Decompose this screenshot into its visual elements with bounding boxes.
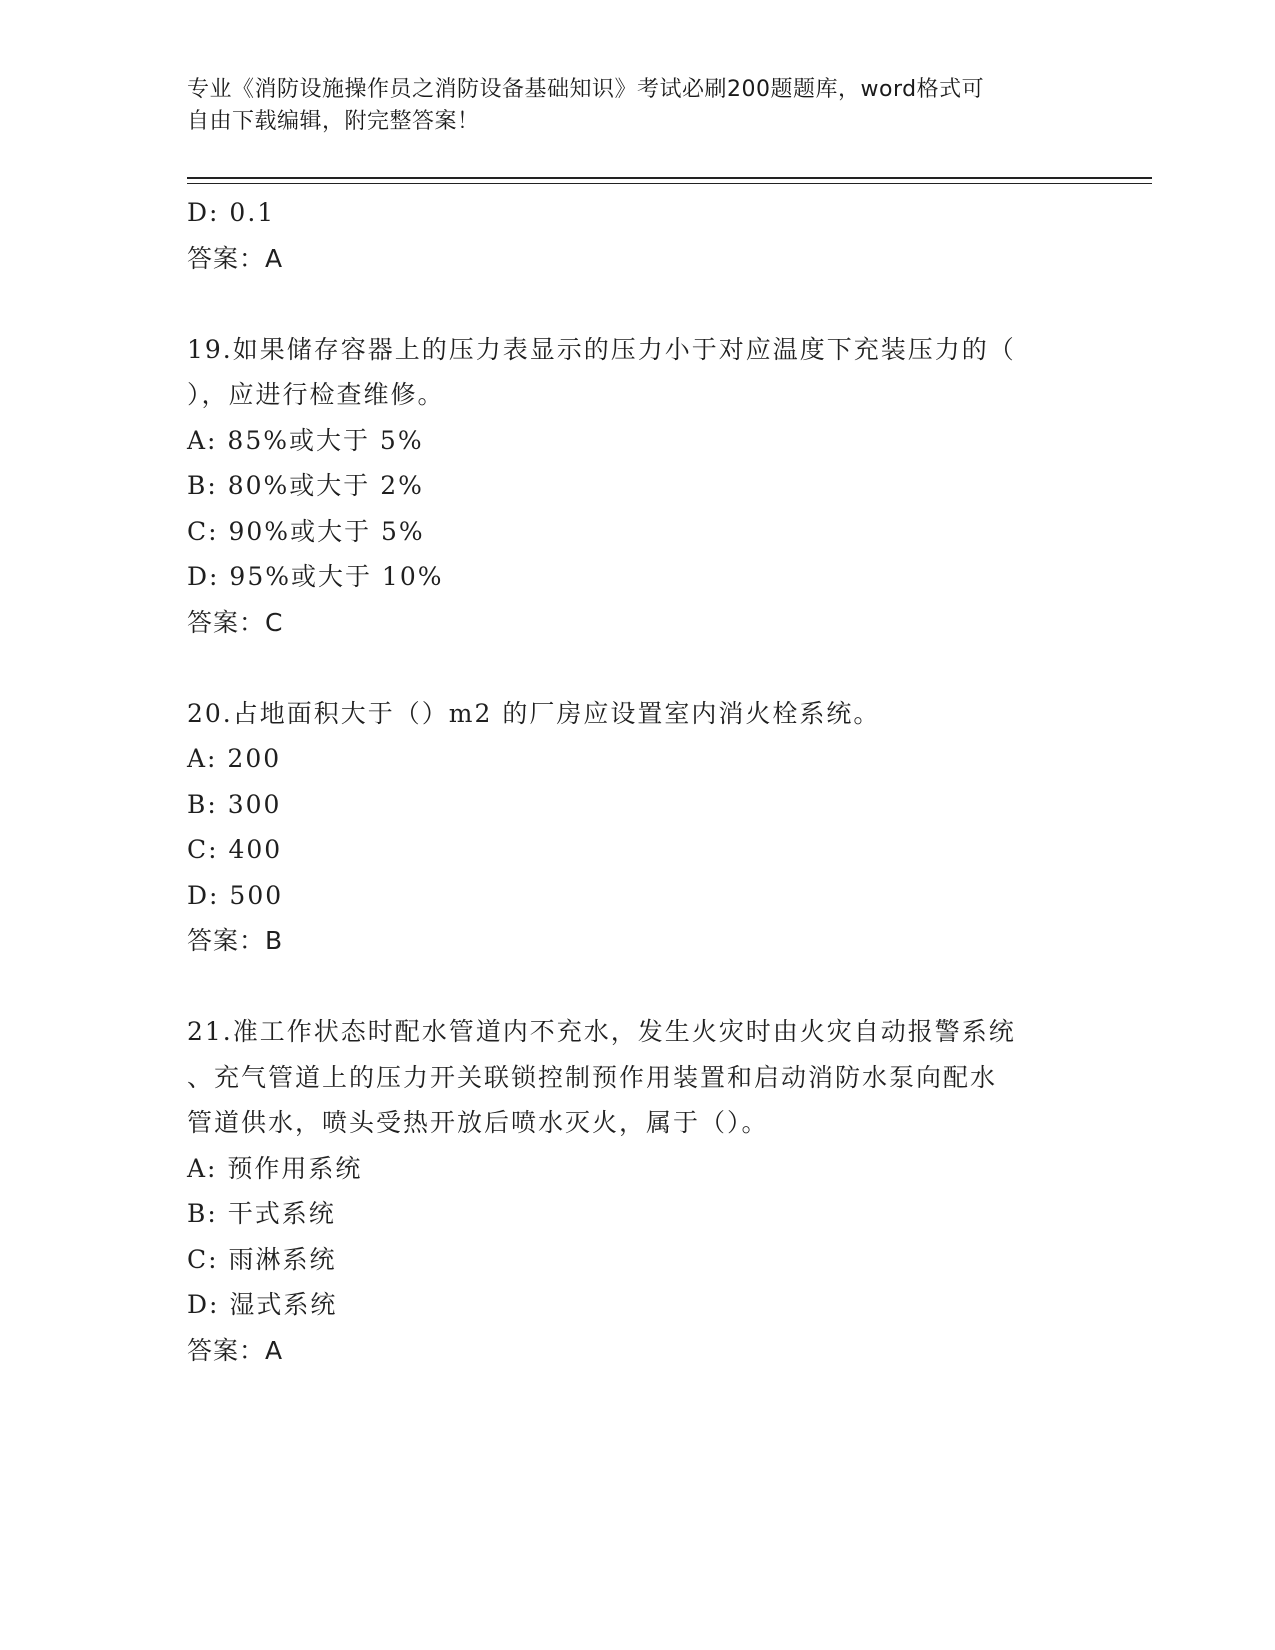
option-b: B: 干式系统: [187, 1199, 336, 1228]
question-20: [187, 691, 1087, 964]
option-d: D: 0.1: [187, 198, 276, 227]
option-d: D: 500: [187, 880, 284, 910]
question-21: [187, 1009, 1087, 1373]
option-d: D: 湿式系统: [187, 1290, 338, 1319]
header-title-line-2: 自由下载编辑，附完整答案！: [187, 109, 480, 134]
header-divider-thin: [187, 183, 1152, 184]
question-text-line: 21.准工作状态时配水管道内不充水，发生火灾时由火灾自动报警系统: [187, 1017, 1016, 1046]
header-divider-thick: [187, 177, 1152, 179]
option-a: A: 预作用系统: [187, 1153, 363, 1183]
option-c: C: 雨淋系统: [187, 1244, 337, 1274]
spacer: [187, 281, 1087, 327]
answer-label: 答案：A: [187, 1335, 284, 1365]
option-d: D: 95%或大于 10%: [187, 562, 444, 591]
answer-label: 答案：B: [187, 926, 284, 955]
header-title-line-1: 专业《消防设施操作员之消防设备基础知识》考试必刷200题题库，word格式可: [187, 77, 985, 102]
option-a: A: 200: [187, 744, 282, 773]
document-header: [187, 74, 1067, 138]
question-text-line: 管道供水，喷头受热开放后喷水灭火，属于（）。: [187, 1108, 769, 1137]
answer-label: 答案：C: [187, 607, 284, 637]
option-b: B: 80%或大于 2%: [187, 471, 424, 500]
spacer: [187, 645, 1087, 691]
question-text-line: ），应进行检查维修。: [187, 380, 445, 409]
spacer: [187, 964, 1087, 1010]
question-19: [187, 327, 1087, 646]
option-c: C: 400: [187, 835, 283, 864]
question-content: [187, 190, 1087, 1373]
option-b: B: 300: [187, 789, 282, 819]
question-text-line: 19.如果储存容器上的压力表显示的压力小于对应温度下充装压力的（: [187, 334, 1016, 364]
answer-label: 答案：A: [187, 243, 284, 273]
previous-question-tail: [187, 190, 1087, 281]
question-text-line: 、充气管道上的压力开关联锁控制预作用装置和启动消防水泵向配水: [187, 1062, 998, 1092]
option-c: C: 90%或大于 5%: [187, 516, 425, 546]
question-text-line: 20.占地面积大于（）m2 的厂房应设置室内消火栓系统。: [187, 698, 881, 728]
option-a: A: 85%或大于 5%: [187, 425, 424, 455]
